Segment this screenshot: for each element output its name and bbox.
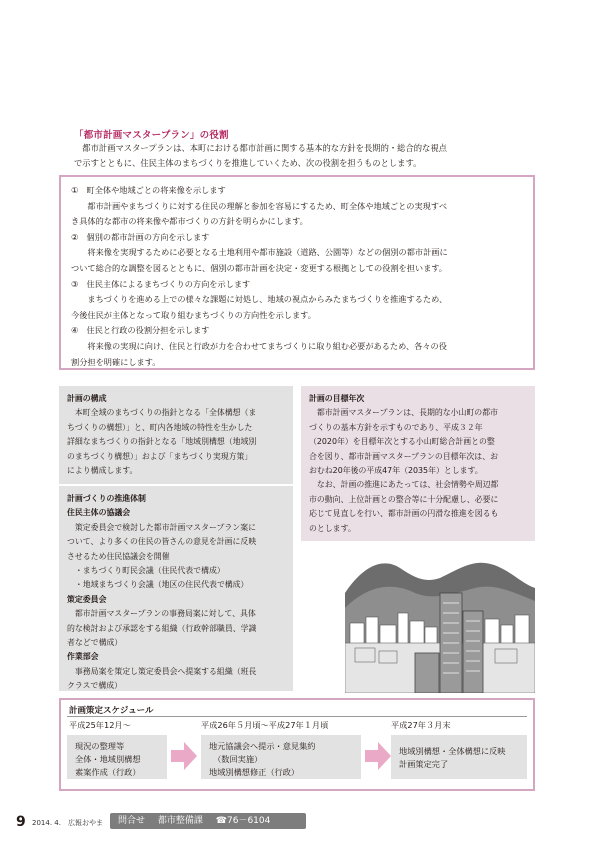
organization-line: 都市計画マスタープランの事務局案に対して、具体: [74, 609, 256, 619]
page-number: 9: [16, 814, 26, 830]
schedule-title: 計画策定スケジュール: [69, 706, 154, 716]
schedule-step-line: 素案作成（行政）: [75, 767, 141, 777]
contact-phone: ☎76－6104: [215, 816, 271, 826]
publication-issue: 2014. 4. 広報おやま: [32, 819, 103, 827]
target-year-panel: [301, 386, 535, 541]
composition-title: 計画の構成: [67, 394, 107, 403]
schedule-step: [67, 735, 167, 779]
schedule-step-line: 地域別構想・全体構想に反映: [399, 746, 506, 756]
schedule-step-line: 地域別構想修正（行政）: [209, 767, 300, 777]
contact-label: 問合せ: [118, 816, 146, 826]
schedule-step-line: （数回実施）: [213, 754, 263, 764]
role-items-box: [59, 175, 535, 370]
organization-line: 事務局案を策定し策定委員会へ提案する組織（班長: [74, 666, 257, 676]
composition-line: 本町全域のまちづくりの指針となる「全体構想（ま: [74, 408, 257, 418]
organization-subtitle: 住民主体の協議会: [67, 508, 131, 518]
role-section-intro: [74, 141, 534, 171]
role-item-title: ② 個別の都市計画の方向を示します: [71, 231, 210, 242]
target-year-line: なお、計画の推進にあたっては、社会情勢や周辺都: [316, 480, 499, 490]
schedule-step-line: 現況の整理等: [75, 741, 125, 751]
contact-bar: [110, 813, 306, 829]
cityscape-illustration: [345, 553, 535, 693]
schedule-date: 平成26年５月頃～平成27年１月頃: [201, 720, 329, 730]
role-item-body: まちづくりを進める上での様々な課題に対処し、地域の視点からみたまちづくりを推進するため、: [87, 294, 448, 305]
schedule-date: 平成25年12月～: [69, 720, 131, 730]
target-year-line: 都市計画マスタープランは、長期的な小山町の都市: [316, 408, 498, 418]
role-item-title: ④ 住民と行政の役割分担を示します: [71, 325, 210, 336]
target-year-line: のとします。: [309, 523, 356, 533]
organization-title: 計画づくりの推進体制: [67, 494, 146, 503]
role-item-title: ③ 住民主体によるまちづくりの方向を示します: [71, 278, 251, 289]
schedule-step-line: 地元協議会へ提示・意見集約: [209, 741, 316, 751]
organization-line: 策定委員会で検討した都市計画マスタープラン案に: [74, 522, 256, 532]
target-year-line: 応じて見直しを行い、都市計画の円滑な推進を図るも: [309, 509, 499, 519]
role-item-body: ついて総合的な調整を図るとともに、個別の都市計画を決定・変更する根拠としての役割を担います。: [71, 262, 447, 273]
organization-bullet: ・まちづくり町民会議（住民代表で構成）: [74, 566, 225, 576]
target-year-title: 計画の目標年次: [309, 394, 365, 403]
role-item-body: き具体的な都市の将来像や都市づくりの方針を明らかにします。: [71, 216, 308, 227]
organization-line: させるため住民協議会を開催: [67, 551, 170, 561]
composition-line: のまちづくり構想）」および「まちづくり実現方策」: [67, 451, 253, 461]
organization-line: 的な検討および承認をする組織（行政幹部職員、学識: [67, 623, 257, 633]
target-year-line: おむね20年後の平成47年（2035年）とします。: [309, 466, 483, 476]
target-year-line: 市の動向、上位計画との整合等に十分配慮し、必要に: [309, 494, 499, 504]
role-item-body: 今後住民が主体となって取り組むまちづくりの方向性を示します。: [71, 309, 316, 320]
schedule-step-line: 全体・地域別構想: [75, 754, 141, 764]
organization-subtitle: 策定委員会: [67, 594, 107, 604]
arrow-right-icon: [365, 742, 391, 770]
schedule-date: 平成27年３月末: [391, 720, 451, 730]
intro-line: で示すとともに、住民主体のまちづくりを推進していくため、次の役割を担うものとします。: [74, 158, 422, 168]
composition-line: 詳細なまちづくりの指針となる「地域別構想（地域別: [67, 437, 257, 447]
target-year-line: づくりの基本方針を示すものであり、平成３２年: [309, 422, 483, 432]
target-year-line: 合を図り、都市計画マスタープランの目標年次は、お: [309, 451, 498, 461]
composition-line: により構成します。: [67, 466, 138, 476]
role-item-body: 将来像を実現するために必要となる土地利用や都市施設（道路、公園等）などの個別の都市計画に: [87, 247, 448, 258]
organization-panel: [59, 486, 293, 691]
intro-line: 都市計画マスタープランは、本町における都市計画に関する基本的な方針を長期的・総合的な視点: [82, 143, 447, 153]
role-item-body: 将来像の実現に向け、住民と行政が力を合わせてまちづくりに取り組む必要があるため、各々の役: [87, 340, 447, 351]
target-year-line: （2020年）を目標年次とする小山町総合計画との整: [309, 437, 495, 447]
schedule-box: [59, 698, 535, 791]
schedule-divider: [67, 716, 527, 717]
organization-line: クラスで構成）: [67, 681, 122, 691]
role-item-body: 都市計画やまちづくりに対する住民の理解と参加を容易にするため、町全体や地域ごとの実現すべ: [87, 200, 448, 211]
schedule-step-line: 計画策定完了: [399, 759, 449, 769]
composition-panel: [59, 386, 293, 484]
role-item-title: ① 町全体や地域ごとの将来像を示します: [71, 185, 226, 195]
organization-line: ついて、より多くの住民の皆さんの意見を計画に反映: [67, 537, 257, 547]
composition-line: ちづくりの構想）」と、町内各地域の特性を生かした: [67, 422, 253, 432]
contact-department: 都市整備課: [157, 816, 203, 826]
role-section-heading: 「都市計画マスタープラン」の役割: [74, 130, 229, 141]
organization-bullet: ・地域まちづくり会議（地区の住民代表で構成）: [74, 580, 249, 590]
organization-line: 者などで構成）: [67, 638, 123, 648]
organization-subtitle: 作業部会: [67, 652, 99, 662]
role-item-body: 割分担を明確にします。: [71, 356, 161, 367]
schedule-step: [391, 735, 527, 779]
schedule-step: [201, 735, 361, 779]
arrow-right-icon: [171, 742, 197, 770]
